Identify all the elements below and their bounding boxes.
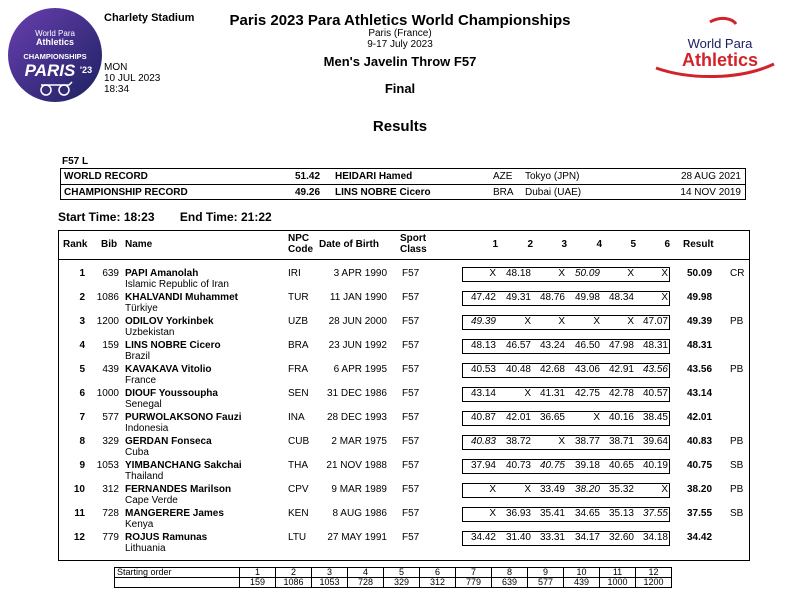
attempt-3: 42.68 [539,364,565,375]
attempt-1: X [489,508,496,519]
page-title: Paris 2023 Para Athletics World Championships [229,12,571,29]
rank: 11 [74,508,85,519]
col-bib: Bib [101,239,118,250]
attempt-3: 48.76 [539,292,565,303]
venue: Charlety Stadium [104,12,195,24]
athlete-name: KAVAKAVA Vitolio [125,364,212,375]
starting-order-position: 2 [276,568,312,578]
starting-order-bib: 728 [348,578,384,588]
start-time: 18:23 [123,210,155,224]
attempt-1: 48.13 [470,340,496,351]
rank: 8 [79,436,85,447]
starting-order-bib: 639 [492,578,528,588]
bib: 159 [102,340,119,351]
bib: 439 [102,364,119,375]
rank: 9 [79,460,85,471]
record-type: CHAMPIONSHIP RECORD [64,187,188,198]
date-of-birth: 28 JUN 2000 [328,316,387,327]
report-date: 10 JUL 2023 [104,73,161,84]
attempt-2: 31.40 [505,532,531,543]
result: 38.20 [687,484,713,495]
bib: 639 [102,268,119,279]
record-place: Dubai (UAE) [525,187,582,198]
start-end-times [58,210,272,224]
starting-order-bib: 1053 [312,578,348,588]
table-row [59,457,749,481]
date-of-birth: 28 DEC 1993 [326,412,387,423]
attempt-5: 32.60 [608,532,634,543]
date-of-birth: 21 NOV 1988 [326,460,387,471]
col-rank: Rank [63,239,88,250]
date-of-birth: 27 MAY 1991 [327,532,387,543]
attempt-2: X [524,316,531,327]
attempt-4: 34.65 [574,508,600,519]
col-attempt-2: 2 [527,239,533,250]
rank: 12 [73,532,85,543]
table-row [59,289,749,313]
result: 40.75 [687,460,713,471]
attempt-4: 50.09 [574,268,600,279]
date-of-birth: 11 JAN 1990 [329,292,387,303]
rank: 1 [79,268,85,279]
attempt-5: 47.98 [608,340,634,351]
result-note: PB [730,484,744,495]
event-location-dates [220,28,580,50]
bib: 1086 [96,292,119,303]
rank: 10 [73,484,85,495]
record-row [61,169,745,184]
starting-order-position: 7 [456,568,492,578]
record-row [61,184,745,200]
sport-class: F57 [402,268,420,279]
record-npc: BRA [493,187,514,198]
attempt-6: X [661,484,668,495]
npc-code: THA [288,460,308,471]
result: 34.42 [687,532,713,543]
col-dob: Date of Birth [319,239,379,250]
col-attempt-3: 3 [561,239,567,250]
attempt-2: 46.57 [505,340,531,351]
result: 50.09 [687,268,713,279]
result: 49.98 [687,292,713,303]
bib: 1200 [96,316,119,327]
attempt-4: 49.98 [574,292,600,303]
npc-code: CPV [288,484,309,495]
col-sport-class-line1: Sport [400,233,427,244]
attempt-5: X [627,316,634,327]
attempt-6: 37.55 [642,508,668,519]
athlete-name: ROJUS Ramunas [125,532,208,543]
col-attempt-1: 1 [492,239,498,250]
attempt-3: 33.31 [539,532,565,543]
attempt-2: 48.18 [505,268,531,279]
attempt-6: 38.45 [642,412,668,423]
result-note: CR [730,268,745,279]
result: 37.55 [687,508,713,519]
report-day: MON [104,62,128,73]
starting-order-position: 11 [600,568,636,578]
date-of-birth: 6 APR 1995 [333,364,387,375]
athlete-country: Kenya [125,519,154,530]
class-label: F57 L [62,156,89,167]
records-table [60,168,746,200]
rank: 4 [79,340,85,351]
rank: 5 [79,364,85,375]
npc-code: TUR [288,292,309,303]
sport-class: F57 [402,292,420,303]
athlete-country: Türkiye [125,303,158,314]
attempt-2: 40.48 [505,364,531,375]
attempt-4: 38.20 [574,484,600,495]
attempt-3: 43.24 [539,340,565,351]
attempt-3: X [558,316,565,327]
attempt-5: X [627,268,634,279]
section-title: Results [372,118,428,135]
sport-class: F57 [402,460,420,471]
attempt-1: X [489,268,496,279]
result-note: PB [730,316,744,327]
sport-class: F57 [402,484,420,495]
start-time-label: Start Time: [58,210,121,224]
end-time: 21:22 [241,210,272,224]
attempt-1: X [489,484,496,495]
attempt-6: 40.57 [642,388,668,399]
attempt-5: 42.91 [608,364,634,375]
attempt-2: 42.01 [505,412,531,423]
location: Paris (France) [368,28,432,39]
bib: 577 [102,412,119,423]
attempt-3: 36.65 [539,412,565,423]
record-mark: 51.42 [295,171,321,182]
npc-code: INA [288,412,305,423]
sport-class: F57 [402,316,420,327]
attempt-6: 48.31 [642,340,668,351]
attempt-2: 36.93 [505,508,531,519]
table-row [59,385,749,409]
attempt-6: X [661,268,668,279]
athlete-name: LINS NOBRE Cicero [125,340,221,351]
attempt-2: X [524,484,531,495]
starting-order-bib: 329 [384,578,420,588]
result: 42.01 [687,412,713,423]
table-row [59,505,749,529]
attempt-3: 35.41 [539,508,565,519]
result: 49.39 [687,316,713,327]
date-of-birth: 23 JUN 1992 [328,340,387,351]
starting-order-table [114,567,672,588]
table-row [59,409,749,433]
record-place: Tokyo (JPN) [525,171,580,182]
athlete-name: PURWOLAKSONO Fauzi [125,412,242,423]
bib: 728 [102,508,119,519]
col-name: Name [125,239,153,250]
athlete-name: YIMBANCHANG Sakchai [125,460,242,471]
wpa-logo-text-2: Athletics [681,50,759,70]
sport-class: F57 [402,388,420,399]
table-row [59,361,749,385]
table-row [59,433,749,457]
npc-code: SEN [288,388,309,399]
attempt-2: X [524,388,531,399]
starting-order-bib: 439 [564,578,600,588]
starting-order-position: 9 [528,568,564,578]
athlete-name: FERNANDES Marilson [125,484,232,495]
result: 43.56 [687,364,713,375]
bib: 312 [102,484,119,495]
attempt-1: 43.14 [470,388,496,399]
attempt-4: 43.06 [574,364,600,375]
athlete-country: Cape Verde [125,495,178,506]
rank: 3 [79,316,85,327]
starting-order-bib: 1200 [636,578,672,588]
starting-order-position: 1 [240,568,276,578]
athlete-country: Senegal [125,399,162,410]
athlete-name: KHALVANDI Muhammet [125,292,238,303]
end-time-label: End Time: [179,210,238,224]
attempt-5: 38.71 [608,436,634,447]
attempt-1: 40.83 [470,436,496,447]
sport-class: F57 [402,412,420,423]
athlete-name: DIOUF Youssoupha [125,388,218,399]
sport-class: F57 [402,508,420,519]
starting-order-bib: 577 [528,578,564,588]
record-type: WORLD RECORD [64,171,148,182]
logo-text-5: '23 [79,65,93,75]
athlete-country: Islamic Republic of Iran [125,279,229,290]
wpa-logo-text-1: World Para [687,36,753,51]
attempt-1: 40.53 [470,364,496,375]
result-note: SB [730,508,744,519]
phase-title: Final [384,81,416,96]
attempt-4: 39.18 [574,460,600,471]
record-holder: LINS NOBRE Cicero [335,187,431,198]
date-of-birth: 8 AUG 1986 [332,508,387,519]
starting-order-bib: 1086 [276,578,312,588]
attempt-5: 42.78 [608,388,634,399]
starting-order-position: 3 [312,568,348,578]
attempt-2: 40.73 [505,460,531,471]
rank: 6 [79,388,85,399]
col-result: Result [683,239,714,250]
results-table [58,230,750,561]
athlete-country: France [125,375,157,386]
npc-code: IRI [288,268,301,279]
attempt-5: 35.13 [608,508,634,519]
date-of-birth: 9 MAR 1989 [331,484,387,495]
starting-order-spacer [115,578,240,588]
date-of-birth: 2 MAR 1975 [331,436,387,447]
col-attempt-6: 6 [664,239,670,250]
attempt-4: 42.75 [574,388,600,399]
npc-code: LTU [288,532,307,543]
world-para-athletics-logo [650,12,780,82]
starting-order-position: 12 [636,568,672,578]
record-holder: HEIDARI Hamed [335,171,413,182]
bib: 1053 [96,460,119,471]
attempt-1: 40.87 [470,412,496,423]
sport-class: F57 [402,436,420,447]
attempt-1: 49.39 [470,316,496,327]
logo-text-2: Athletics [35,37,75,47]
col-sport-class [400,233,427,255]
npc-code: CUB [288,436,310,447]
record-npc: AZE [493,171,513,182]
attempt-3: 40.75 [539,460,565,471]
starting-order-bib: 779 [456,578,492,588]
result: 43.14 [687,388,713,399]
attempt-1: 47.42 [470,292,496,303]
attempt-4: 38.77 [574,436,600,447]
npc-code: KEN [288,508,309,519]
result-note: PB [730,436,744,447]
athlete-country: Uzbekistan [125,327,175,338]
attempt-6: 47.07 [642,316,668,327]
sport-class: F57 [402,364,420,375]
attempt-6: X [661,292,668,303]
record-date: 14 NOV 2019 [680,187,741,198]
rank: 2 [79,292,85,303]
athlete-name: GERDAN Fonseca [125,436,212,447]
starting-order-position: 6 [420,568,456,578]
attempt-5: 40.16 [608,412,634,423]
col-npc-line1: NPC [288,233,310,244]
col-npc-line2: Code [288,244,313,255]
logo-text-3: CHAMPIONSHIPS [23,52,87,61]
table-row [59,265,749,289]
col-attempt-4: 4 [596,239,602,250]
report-time: 18:34 [104,84,130,95]
event-title: Men's Javelin Throw F57 [323,54,477,69]
starting-order-bib: 159 [240,578,276,588]
logo-text-1: World Para [35,29,75,38]
npc-code: FRA [288,364,308,375]
attempt-3: 33.49 [539,484,565,495]
bib: 1000 [96,388,119,399]
athlete-name: MANGERERE James [125,508,224,519]
result: 40.83 [687,436,713,447]
attempt-6: 34.18 [642,532,668,543]
attempt-6: 39.64 [642,436,668,447]
attempt-2: 49.31 [505,292,531,303]
record-mark: 49.26 [295,187,321,198]
col-sport-class-line2: Class [400,244,427,255]
athlete-country: Brazil [125,351,151,362]
table-row [59,313,749,337]
starting-order-position: 10 [564,568,600,578]
table-row [59,529,749,553]
col-npc [288,233,313,255]
attempt-5: 35.32 [608,484,634,495]
attempt-6: 43.56 [642,364,668,375]
athlete-country: Lithuania [125,543,166,554]
athlete-country: Thailand [125,471,164,482]
athlete-name: PAPI Amanolah [125,268,199,279]
athlete-country: Indonesia [125,423,169,434]
record-date: 28 AUG 2021 [680,171,741,182]
result-note: SB [730,460,744,471]
starting-order-bib: 312 [420,578,456,588]
attempt-3: 41.31 [539,388,565,399]
attempt-3: X [558,436,565,447]
rank: 7 [79,412,85,423]
table-row [59,481,749,505]
attempt-4: X [593,316,600,327]
npc-code: UZB [288,316,308,327]
athlete-name: ODILOV Yorkinbek [125,316,214,327]
attempt-5: 40.65 [608,460,634,471]
attempt-3: X [558,268,565,279]
attempt-4: 46.50 [574,340,600,351]
starting-order-position: 5 [384,568,420,578]
starting-order-position: 8 [492,568,528,578]
logo-text-4: PARIS [24,61,76,80]
starting-order-position: 4 [348,568,384,578]
championships-logo [6,6,104,104]
table-row [59,337,749,361]
col-attempt-5: 5 [630,239,636,250]
report-datetime [104,62,160,95]
attempt-4: X [593,412,600,423]
attempt-4: 34.17 [574,532,600,543]
result: 48.31 [687,340,713,351]
attempt-2: 38.72 [505,436,531,447]
header-divider [59,259,749,260]
attempt-1: 34.42 [470,532,496,543]
npc-code: BRA [288,340,309,351]
athlete-country: Cuba [125,447,149,458]
bib: 329 [102,436,119,447]
starting-order-label: Starting order [115,568,240,578]
sport-class: F57 [402,340,420,351]
sport-class: F57 [402,532,420,543]
date-of-birth: 3 APR 1990 [333,268,387,279]
attempt-1: 37.94 [470,460,496,471]
result-note: PB [730,364,744,375]
attempt-6: 40.19 [642,460,668,471]
attempt-5: 48.34 [608,292,634,303]
date-of-birth: 31 DEC 1986 [326,388,387,399]
dates: 9-17 July 2023 [367,39,433,50]
bib: 779 [102,532,119,543]
starting-order-bib: 1000 [600,578,636,588]
